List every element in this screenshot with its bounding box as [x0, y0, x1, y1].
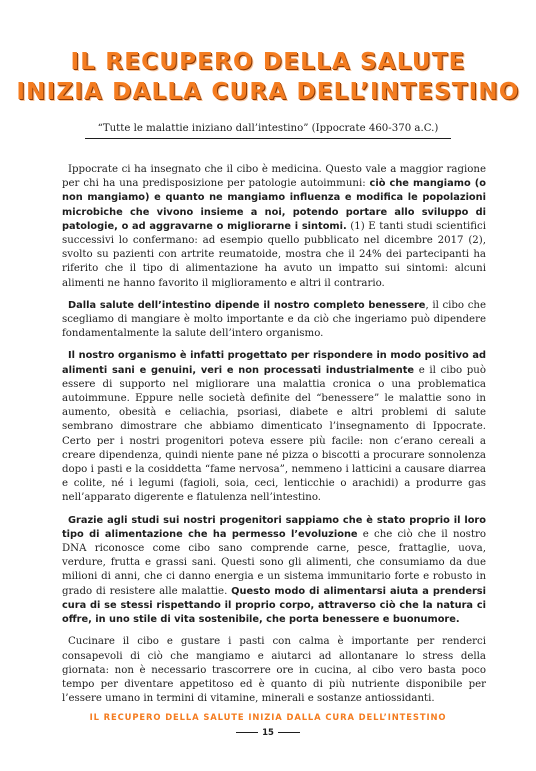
paragraph-5 — [62, 635, 486, 706]
paragraph-2 — [62, 299, 486, 342]
paragraph-2-bold-1: Dalla salute dell’intestino dipende il nostro completo benessere — [68, 299, 426, 311]
chapter-title-line-2: INIZIA DALLA CURA DELL’INTESTINO — [16, 79, 520, 105]
epigraph-underline — [85, 138, 451, 139]
paragraph-5-text-1: Cucinare il cibo e gustare i pasti con calma è importante per renderci consapevoli di ciò che mangiamo e aiutarci ad allontanare lo stress della giornata: non è necessario trascorrere ore in cucina, al cibo vero basta poco tempo per diventare appetitoso ed è quanto di più nutriente disponibile per l’essere umano in termini di vitamine, minerali e sostanze antiossidanti. — [62, 636, 486, 705]
running-footer-title: IL RECUPERO DELLA SALUTE INIZIA DALLA CURA DELL’INTESTINO — [89, 712, 447, 722]
page-number-block — [0, 728, 536, 738]
paragraph-1-text-2: (1) E tanti studi scientifici successivi lo confermano: ad esempio quello pubblicato nel dicembre 2017 (2), svolto su pazienti con artrite reumatoide, mostra che il 24% dei partecipanti ha riferito che il tipo di alimentazione ha avuto un impatto sui sintomi: alcuni alimenti ne hanno favorito il miglioramento e altri il contrario. — [62, 220, 486, 289]
paragraph-4-bold-1: Grazie agli studi sui nostri progenitori sappiamo che è stato proprio il loro tipo di alimentazione che ha permesso l’evoluzione — [62, 514, 486, 540]
paragraph-2-text-1: , il cibo che scegliamo di mangiare è molto importante e da ciò che ingeriamo può dipendere fondamentalmente la salute dell’intero organismo. — [62, 299, 486, 340]
chapter-title-line-1: IL RECUPERO DELLA SALUTE — [70, 49, 466, 75]
page-number: 15 — [262, 728, 274, 738]
paragraph-1 — [62, 163, 486, 291]
body-text — [62, 163, 486, 714]
paragraph-3 — [62, 349, 486, 505]
paragraph-4-text-1: e che ciò che il nostro DNA riconosce come cibo sano comprende carne, pesce, frattaglie, uova, verdure, frutta e grassi sani. Questi sono gli alimenti, che consumiamo da due milioni di anni, che ci danno energia e un sistema immunitario forte e robusto in grado di resistere alle malattie. — [62, 528, 486, 597]
paragraph-4 — [62, 514, 486, 628]
epigraph-quote: “Tutte le malattie iniziano dall’intestino” (Ippocrate 460-370 a.C.) — [97, 123, 439, 134]
left-dash-ornament — [236, 732, 258, 733]
paragraph-1-text-1: Ippocrate ci ha insegnato che il cibo è medicina. Questo vale a maggior ragione per chi ha una predisposizione per patologie autoimmuni: — [62, 164, 486, 190]
paragraph-4-bold-2: Questo modo di alimentarsi aiuta a prendersi cura di se stessi rispettando il proprio corpo, attraverso ciò che la natura ci offre, in uno stile di vita sostenibile, che porta benessere e buonumore. — [62, 585, 486, 626]
paragraph-1-bold-1: ciò che mangiamo (o non mangiamo) e quanto ne mangiamo influenza e modifica le popolazioni microbiche che vivono insieme a noi, potendo portare allo sviluppo di patologie, o ad aggravarne o migliorarne i sintomi. — [62, 178, 486, 232]
paragraph-3-text-1: e il cibo può essere di supporto nel migliorare una malattia cronica o una problematica autoimmune. Eppure nelle società definite del “benessere” le malattie sono in aumento, obesità e celiachia, psoriasi, diabete e altri problemi di salute sembrano dimostrare che abbiamo dimenticato l’insegnamento di Ippocrate. Certo per i nostri progenitori poteva essere più facile: non c’erano cereali a creare dipendenza, quindi niente pane né pizza o biscotti a procurare sonnolenza dopo i pasti e la cosiddetta “fame nervosa”, nemmeno i latticini a causare diarrea e colite, né i legumi (fagioli, soia, ceci, lenticchie o arachidi) a produrre gas nell’apparato digerente e flatulenza nell’intestino. — [62, 364, 486, 504]
right-dash-ornament — [278, 732, 300, 733]
paragraph-3-bold-1: Il nostro organismo è infatti progettato per rispondere in modo positivo ad alimenti sani e genuini, veri e non processati industrialmente — [62, 350, 486, 376]
